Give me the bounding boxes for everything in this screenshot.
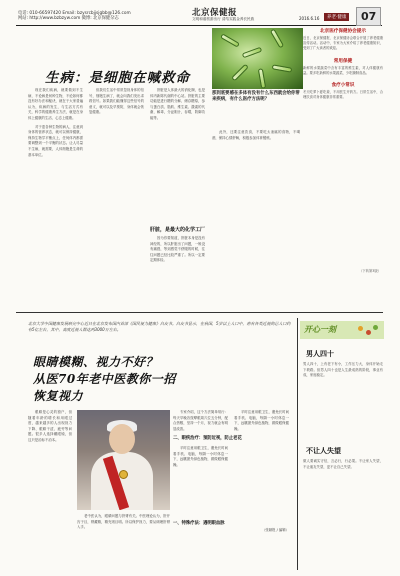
article1-col2: 但我们生活中常常忽视身体的信号，细胞生病了，就会向我们发出求救信号。如果我们能懂得这些信号的意义，就可以及早预防，身体就会恢复健康。 <box>89 88 144 115</box>
article1-subhead: 肝脏，是最大的化学工厂 <box>150 227 206 233</box>
article1-col5: 此外，还要注意饮食，不要吃太油腻的食物，不喝酒，保持心情舒畅，积极参加体育锻炼。 <box>212 130 300 140</box>
decoration-icon <box>366 330 371 335</box>
section-label: 养老·健康 <box>324 13 349 21</box>
masthead-subtitle: 文明和谐旅游出行 清结实践金养长民族 <box>192 17 255 21</box>
right-title-2: 不让人失望 <box>306 446 341 455</box>
article2-col3: 专家介绍，这个方法简单易行：每天早晚各按摩眼周穴位五分钟，配合热敷，坚持一个月，视力就会有明显改善。 <box>173 410 228 431</box>
sidebar-title-1: 北京医疗保健协会提示 <box>320 29 366 34</box>
decoration-icon <box>373 325 378 330</box>
section-divider <box>16 312 383 313</box>
sidebar-title-2: 常用保健 <box>333 58 353 64</box>
right-text-1: 男人四十，上有老下有小，工作压力大，身体开始走下坡路。但男人四十也是人生最成熟的阶段，事业有成，家庭稳定。 <box>303 362 383 378</box>
doctor-photo <box>77 410 170 510</box>
article2-col4: 平时注意用眼卫生，避免长时间看手机、电脑，每隔一小时休息一下，远眺窗外绿色植物，做做眼保健操。 <box>173 446 228 467</box>
column-divider <box>297 318 298 570</box>
page-number: 07 <box>356 7 381 26</box>
column-logo: 开心一刻 <box>304 325 336 334</box>
sidebar <box>303 28 383 298</box>
article2-signature: （张颖报 / 编辑） <box>261 528 289 532</box>
sidebar-title-3: 食疗小常识 <box>331 83 355 89</box>
article1-col4: 因为你要知道，肝脏本身是没有神经的，所以肝脏出了问题，一般没有痛感，等到感觉不舒服的时候，往往问题已经比较严重了。所以一定要定期体检。 <box>150 236 205 263</box>
issue-date: 2016.6.16 <box>299 16 320 21</box>
sidebar-text-1: 近日，北京保健报、北京保健协会联合开展了养老健康宣传活动。活动中，专家为大家介绍了养老健康知识，受到了广大读者的欢迎。 <box>303 36 383 51</box>
contact-info: 电话: 010-66597420 Email: bzysrcbjjsjgbb@126.com 网站: http://www.bzbzyw.com 微博: 北京保健杂志 <box>18 11 131 21</box>
page-header <box>16 4 382 26</box>
article1-col1: 现在我们疾病，就要做到不生病，不论病是何种生物，不论如何都没有好办法和秘诀，就在于大家普遍认为，疾病的发生，与生活方式有关，科学的健康养生方法，就是在身体上健康的生活、心态上健康。 对于患各种生物的病人，注意到身体的营养状态，就可以保持健康，保持生物学平衡点上，任何体内都需要调整到一个平衡的状态。让人尽量不生病，就需要，人体细胞是生命的基本单位。 <box>28 88 83 157</box>
column-banner <box>300 321 384 339</box>
article2-subhead-1: 一、特殊疗法：遇明眼血脉 <box>173 521 225 526</box>
article1-col3: 肝脏是人体最大的消化腺，也是体内新陈代谢的中心站。肝脏的主要功能是进行糖的分解、储存糖原，参与蛋白质、脂肪、维生素、激素的代谢，解毒，分泌胆汁，吞噬，防御功能等。 <box>150 88 205 120</box>
masthead: 北京保健报 <box>192 8 238 18</box>
decoration-icon <box>358 326 363 331</box>
sidebar-text-3: 冬天吃萝卜夏吃姜，不用医生开药方。日常生活中，合理饮食对身体健康非常重要。 <box>303 90 383 100</box>
sidebar-text-2: 新鲜的水果蔬菜中含有丰富的维生素，对人体健康有益。要多吃新鲜的水果蔬菜，少吃腌制食品。 <box>303 65 383 75</box>
continued-note: （下转第3版） <box>359 269 381 273</box>
article2-col2: 老中医认为，眼睛问题与肝肾有关。中医理论认为，肝开窍于目，肾藏精，精充则目明。所以保护视力，要从调理肝肾入手。 <box>77 514 170 530</box>
article2-col1: 眼睛是心灵的窗户，但随着年龄的增长和用眼过度，越来越多的人出现视力下降、眼睛干涩、疲劳等问题。很多人选择戴眼镜，但这只是治标不治本。 <box>28 410 72 442</box>
right-text-2: 做人要诚实守信，言必行，行必果。不让家人失望，不让朋友失望，更不让自己失望。 <box>303 459 383 469</box>
article2-col5: 平时注意用眼卫生，避免长时间看手机、电脑，每隔一小时休息一下，远眺窗外绿色植物，做做眼保健操。 <box>234 410 289 431</box>
article2-subhead-2: 二、眼疾治疗：预防近视，防止老花 <box>173 436 242 441</box>
article2-headline: 眼睛模糊、视力不好？ 从医70年老中医教你一招 恢复视力 <box>33 355 176 403</box>
article1-lead: 那到底要感在多体有没有什么东西就会给你带来疾病，有什么医疗方法呢？ <box>212 91 300 103</box>
notice-text: 北京大学中国健康发展研究中心近日在北京发布国内首部《国民视力健康》白皮书。白皮书显示，在我国，5岁以上人口中，患有各类近视的总人口约有5亿左右，其中，高度近视人群达到3000万左右。 <box>28 321 291 332</box>
right-title-1: 男人四十 <box>306 349 334 358</box>
article1-headline: 生病：是细胞在喊救命 <box>45 70 190 86</box>
bacteria-photo <box>212 28 303 89</box>
